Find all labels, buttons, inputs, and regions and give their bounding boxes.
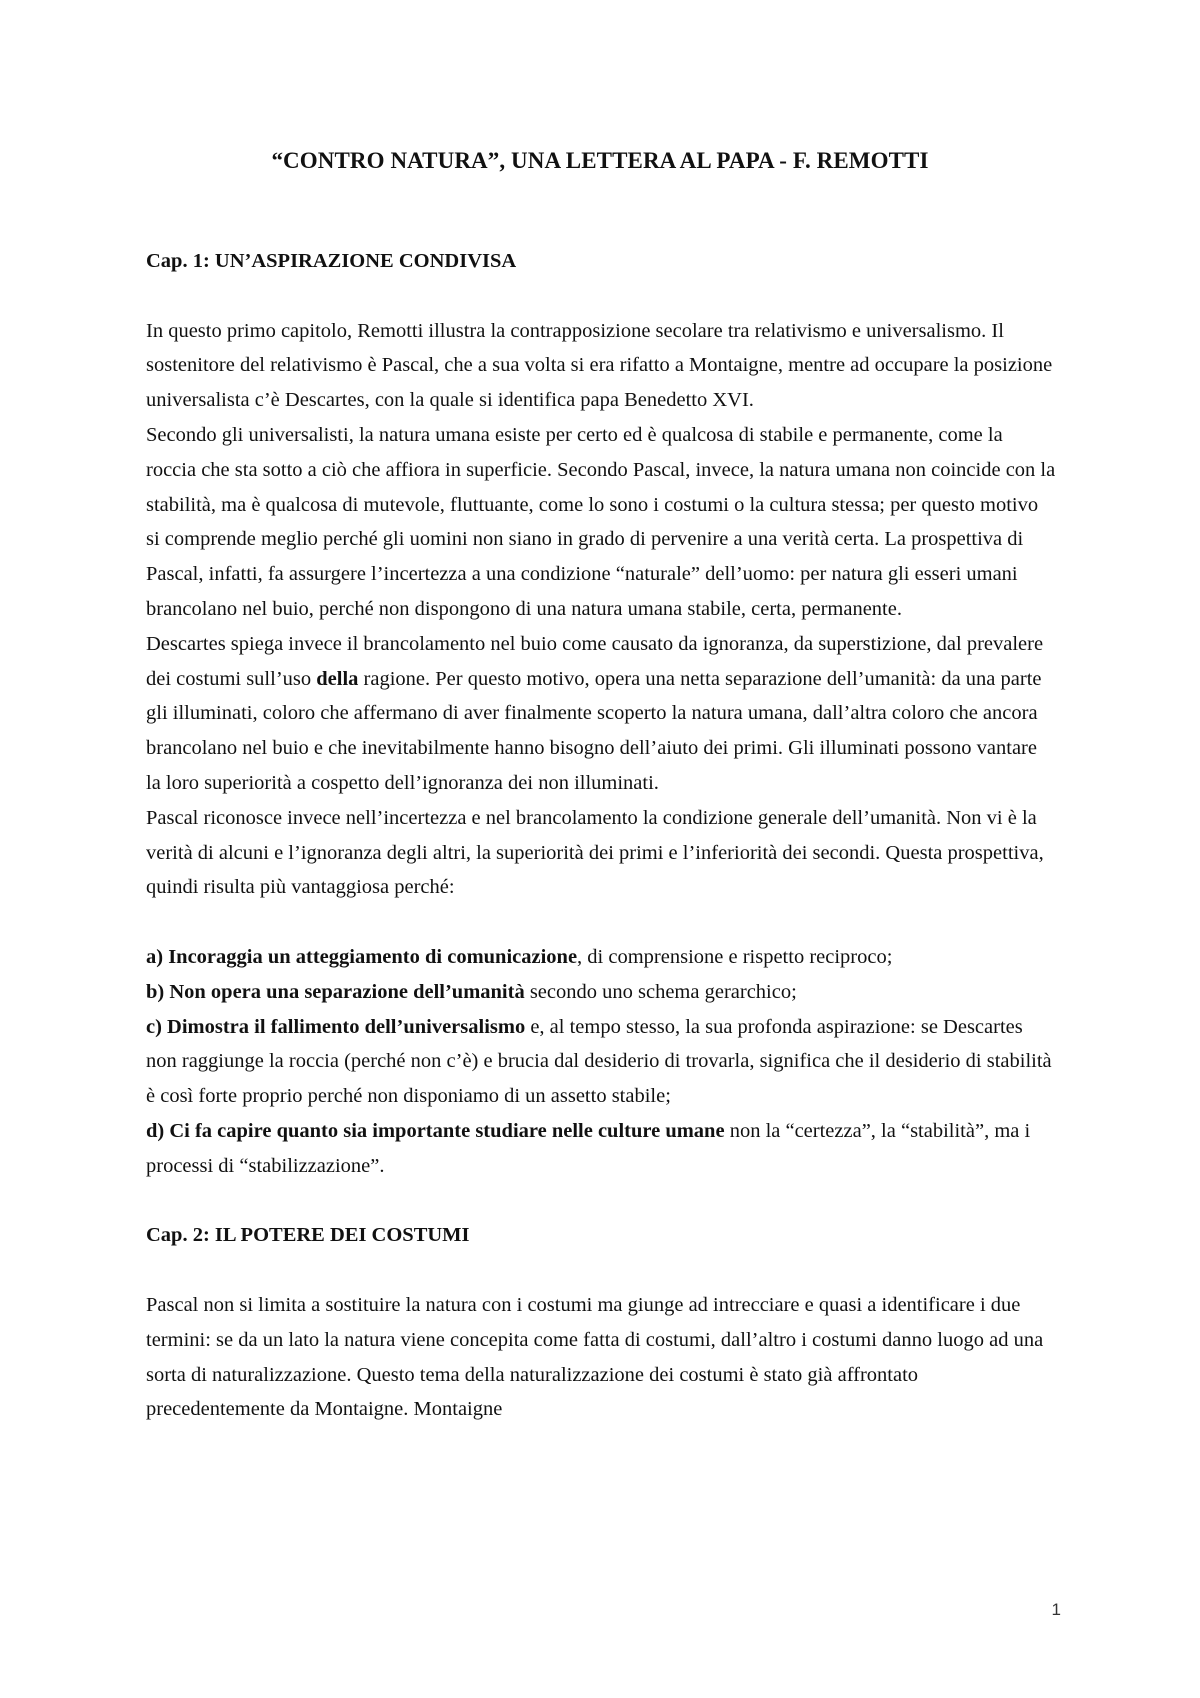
- chapter-2-paragraph-1: Pascal non si limita a sostituire la natura con i costumi ma giunge ad intrecciare e quasi a identificare i due termini: se da un lato la natura viene concepita come fatta di costumi, dall’altro i costumi danno luogo ad una sorta di naturalizzazione. Questo tema della naturalizzazione dei costumi è stato già affrontato precedentemente da Montaigne. Montaigne: [146, 1293, 1044, 1421]
- list-item-a-text: , di comprensione e rispetto reciproco;: [577, 945, 893, 968]
- list-item-b-text: secondo uno schema gerarchico;: [524, 980, 797, 1003]
- list-item-a: [146, 940, 1056, 975]
- paragraph-3-text-a: Descartes spiega invece il brancolamento nel buio come causato da ignoranza, da superstizione, dal prevalere dei costumi sull’uso: [146, 632, 1044, 690]
- paragraph-3-bold-word: della: [316, 667, 359, 690]
- page-number: 1: [1051, 1600, 1061, 1619]
- paragraph-3-text-b: ragione. Per questo motivo, opera una netta separazione dell’umanità: da una parte gli illuminati, coloro che affermano di aver finalmente scoperto la natura umana, dall’altra coloro che ancora brancolano nel buio e che inevitabilmente hanno bisogno dell’aiuto dei primi. Gli illuminati possono vantare la loro superiorità a cospetto dell’ignoranza dei non illuminati.: [146, 667, 1042, 794]
- chapter-1-paragraph-4: Pascal riconosce invece nell’incertezza e nel brancolamento la condizione generale dell’umanità. Non vi è la verità di alcuni e l’ignoranza degli altri, la superiorità dei primi e l’inferiorità dei secondi. Questa prospettiva, quindi risulta più vantaggiosa perché:: [146, 806, 1044, 899]
- spacer: [146, 905, 1056, 940]
- chapter-1-paragraph-2: Secondo gli universalisti, la natura umana esiste per certo ed è qualcosa di stabile e permanente, come la roccia che sta sotto a ciò che affiora in superficie. Secondo Pascal, invece, la natura umana non coincide con la stabilità, ma è qualcosa di mutevole, fluttuante, come lo sono i costumi o la cultura stessa; per questo motivo si comprende meglio perché gli uomini non siano in grado di pervenire a una verità certa. La prospettiva di Pascal, infatti, fa assurgere l’incertezza a una condizione “naturale” dell’uomo: per natura gli esseri umani brancolano nel buio, perché non dispongono di una natura umana stabile, certa, permanente.: [146, 423, 1056, 620]
- list-item-c-bold: c) Dimostra il fallimento dell’universalismo: [146, 1015, 526, 1038]
- list-item-c: [146, 1010, 1056, 1114]
- list-item-d-text: non la “certezza”, la “stabilità”, ma i processi di “stabilizzazione”.: [146, 1119, 1031, 1177]
- spacer: [146, 1253, 1056, 1288]
- chapter-1-paragraph-1: In questo primo capitolo, Remotti illustra la contrapposizione secolare tra relativismo e universalismo. Il sostenitore del relativismo è Pascal, che a sua volta si era rifatto a Montaigne, mentre ad occupare la posizione universalista c’è Descartes, con la quale si identifica papa Benedetto XVI.: [146, 319, 1053, 412]
- chapter-1-paragraph-3: [146, 627, 1056, 801]
- list-item-d: [146, 1114, 1056, 1184]
- list-item-a-bold: a) Incoraggia un atteggiamento di comunicazione: [146, 945, 578, 968]
- list-item-d-bold: d) Ci fa capire quanto sia importante studiare nelle culture umane: [146, 1119, 725, 1142]
- chapter-2-heading: Cap. 2: IL POTERE DEI COSTUMI: [146, 1224, 470, 1247]
- list-item-b-bold: b) Non opera una separazione dell’umanità: [146, 980, 525, 1003]
- spacer: [146, 279, 1056, 314]
- spacer: [146, 1184, 1056, 1219]
- list-item-c-text: e, al tempo stesso, la sua profonda aspirazione: se Descartes non raggiunge la roccia (perché non c’è) e brucia dal desiderio di trovarla, significa che il desiderio di stabilità è così forte proprio perché non disponiamo di un assetto stabile;: [146, 1015, 1052, 1108]
- list-item-b: [146, 975, 1056, 1010]
- document-title: “CONTRO NATURA”, UNA LETTERA AL PAPA - F. REMOTTI: [271, 148, 929, 173]
- chapter-1-heading: Cap. 1: UN’ASPIRAZIONE CONDIVISA: [146, 250, 517, 272]
- document-body: [146, 244, 1056, 1427]
